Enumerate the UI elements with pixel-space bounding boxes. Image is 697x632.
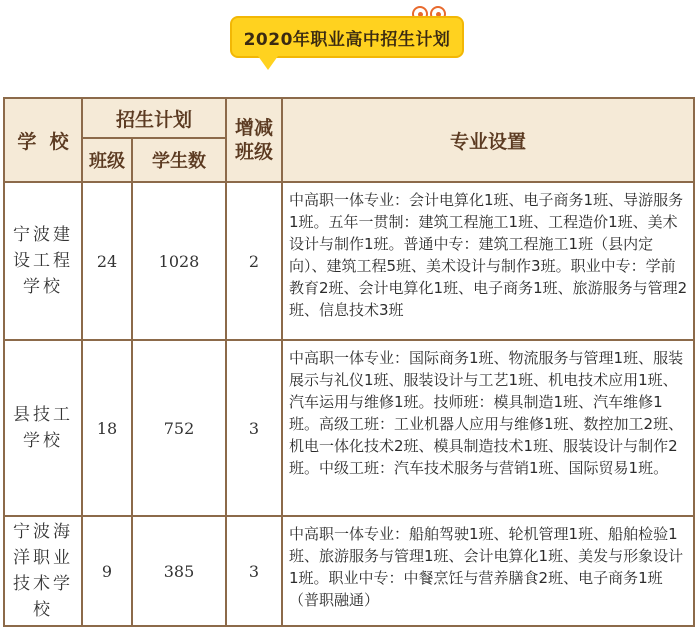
banner-title: 2020年职业高中招生计划 <box>230 16 464 58</box>
student-count: 1028 <box>132 182 226 340</box>
class-change: 3 <box>226 340 282 516</box>
class-change: 3 <box>226 516 282 626</box>
class-change: 2 <box>226 182 282 340</box>
table-row <box>4 182 694 340</box>
title-banner <box>230 6 466 70</box>
class-count: 9 <box>82 516 132 626</box>
majors-text: 中高职一体专业：会计电算化1班、电子商务1班、导游服务1班。五年一贯制：建筑工程施工1班、工程造价1班、美术设计与制作1班。普通中专：建筑工程施工1班（县内定向）、建筑工程5班、美术设计与制作3班。职业中专：学前教育2班、会计电算化1班、电子商务1班、旅游服务与管理2班、信息技术3班 <box>282 182 694 340</box>
header-plan: 招生计划 <box>82 98 226 138</box>
header-change-text: 增减班级 <box>235 117 274 163</box>
header-classes: 班级 <box>82 138 132 182</box>
header-students: 学生数 <box>132 138 226 182</box>
table-row <box>4 340 694 516</box>
enrollment-plan-table <box>3 97 695 627</box>
header-school: 学 校 <box>4 98 82 182</box>
header-majors: 专业设置 <box>282 98 694 182</box>
majors-text: 中高职一体专业：船舶驾驶1班、轮机管理1班、船舶检验1班、旅游服务与管理1班、会计电算化1班、美发与形象设计1班。职业中专：中餐烹饪与营养膳食2班、电子商务1班（普职融通） <box>282 516 694 626</box>
school-name: 宁波建设工程学校 <box>4 182 82 340</box>
school-name: 县技工学校 <box>4 340 82 516</box>
speech-tail <box>258 56 278 70</box>
table-row <box>4 516 694 626</box>
header-change <box>226 98 282 182</box>
class-count: 24 <box>82 182 132 340</box>
student-count: 385 <box>132 516 226 626</box>
majors-text: 中高职一体专业：国际商务1班、物流服务与管理1班、服装展示与礼仪1班、服装设计与工艺1班、机电技术应用1班、汽车运用与维修1班。技师班：模具制造1班、汽车维修1班。高级工班：工业机器人应用与维修1班、数控加工2班、机电一体化技术2班、模具制造技术1班、服装设计与制作2班。中级工班：汽车技术服务与营销1班、国际贸易1班。 <box>282 340 694 516</box>
school-name: 宁波海洋职业技术学校 <box>4 516 82 626</box>
student-count: 752 <box>132 340 226 516</box>
class-count: 18 <box>82 340 132 516</box>
